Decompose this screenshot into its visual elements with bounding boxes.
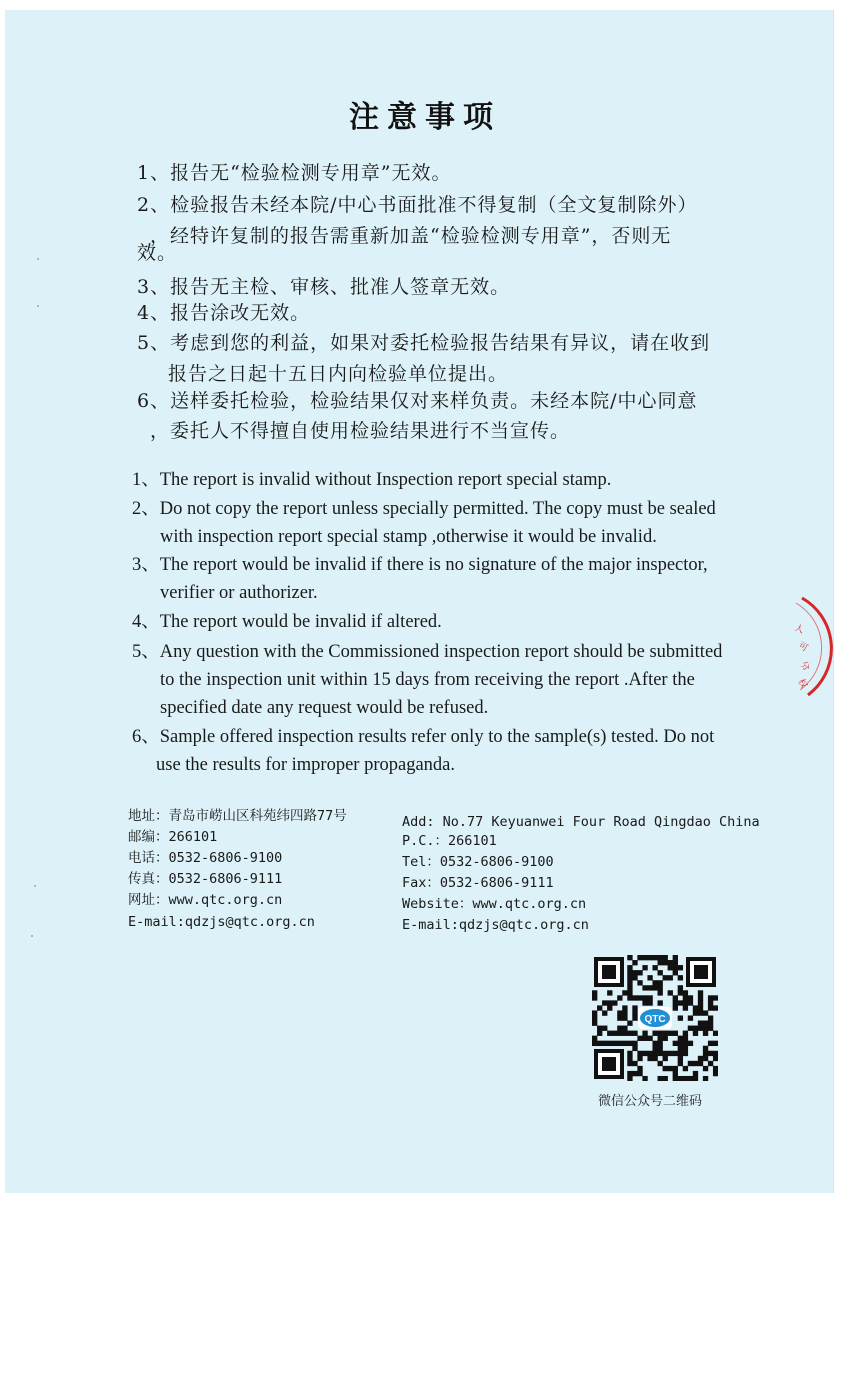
qr-module <box>713 1041 718 1046</box>
qr-module <box>698 995 703 1000</box>
qr-module <box>597 1026 602 1031</box>
qr-module <box>658 955 663 960</box>
qr-module <box>642 965 647 970</box>
qr-module <box>647 955 652 960</box>
qr-module <box>652 955 657 960</box>
qr-module <box>652 1031 657 1036</box>
qr-module <box>592 1010 597 1015</box>
contact-cn-fax: 传真：0532-6806-9111 <box>128 871 283 887</box>
qr-module <box>673 1031 678 1036</box>
qr-module <box>683 1041 688 1046</box>
qr-module <box>622 1031 627 1036</box>
qr-module <box>683 1066 688 1071</box>
qr-module <box>637 995 642 1000</box>
note-cn-2-line-2: ，经特许复制的报告需重新加盖“检验检测专用章”，否则无 <box>150 225 672 247</box>
qr-module <box>678 1076 683 1081</box>
qr-module <box>678 975 683 980</box>
qr-module <box>673 965 678 970</box>
qr-module <box>688 1015 693 1020</box>
qr-module <box>703 1066 708 1071</box>
qr-module <box>632 1046 637 1051</box>
qr-module <box>627 1076 632 1081</box>
qr-module <box>663 955 668 960</box>
qr-module <box>663 1056 668 1061</box>
qr-module <box>688 1026 693 1031</box>
qr-module <box>637 955 642 960</box>
qr-module <box>617 1010 622 1015</box>
qr-module <box>678 1056 683 1061</box>
wechat-qr-code <box>592 955 718 1081</box>
qr-module <box>663 1051 668 1056</box>
qr-module <box>632 1015 637 1020</box>
qr-module <box>627 955 632 960</box>
qr-module <box>647 1051 652 1056</box>
qr-module <box>713 1066 718 1071</box>
qr-module <box>658 1031 663 1036</box>
qr-module <box>678 1015 683 1020</box>
qr-module <box>658 1036 663 1041</box>
qr-module <box>673 1076 678 1081</box>
qr-module <box>663 1076 668 1081</box>
qr-module <box>703 1056 708 1061</box>
qr-module <box>678 965 683 970</box>
qr-module <box>678 1061 683 1066</box>
qr-module <box>642 1076 647 1081</box>
contact-en-email: E-mail:qdzjs@qtc.org.cn <box>402 917 589 933</box>
qr-module <box>617 1041 622 1046</box>
qr-module <box>627 1021 632 1026</box>
qr-module <box>658 1041 663 1046</box>
qr-module <box>602 1041 607 1046</box>
qr-module <box>617 1026 622 1031</box>
note-cn-1-line-1: 1、报告无“检验检测专用章”无效。 <box>137 162 452 184</box>
qr-module <box>617 1031 622 1036</box>
qr-module <box>607 990 612 995</box>
qr-module <box>652 965 657 970</box>
qr-module <box>622 990 627 995</box>
note-cn-2-line-1: 2、检验报告未经本院/中心书面批准不得复制（全文复制除外） <box>137 194 698 216</box>
qr-module <box>658 970 663 975</box>
qr-module <box>622 1026 627 1031</box>
contact-en-postcode: P.C.：266101 <box>402 833 497 849</box>
qr-module <box>663 960 668 965</box>
note-cn-5-line-2: 报告之日起十五日内向检验单位提出。 <box>168 363 509 385</box>
qr-module <box>673 970 678 975</box>
qr-finder-bottom-left <box>594 1049 624 1079</box>
qr-module <box>647 995 652 1000</box>
qr-module <box>663 975 668 980</box>
scan-speck <box>31 935 33 937</box>
qr-module <box>632 1031 637 1036</box>
qr-module <box>627 970 632 975</box>
qr-module <box>693 1026 698 1031</box>
qr-module <box>683 990 688 995</box>
qr-module <box>658 1076 663 1081</box>
qr-module <box>658 990 663 995</box>
qr-module <box>668 1066 673 1071</box>
qr-module <box>698 1061 703 1066</box>
qr-module <box>627 965 632 970</box>
qr-module <box>632 975 637 980</box>
qr-module <box>673 1005 678 1010</box>
qr-module <box>632 970 637 975</box>
qr-module <box>632 1071 637 1076</box>
qr-module <box>622 1015 627 1020</box>
svg-text:可: 可 <box>796 640 810 655</box>
contact-cn-phone: 电话：0532-6806-9100 <box>128 850 283 866</box>
qr-module <box>663 1031 668 1036</box>
qr-module <box>708 1026 713 1031</box>
qr-module <box>688 1041 693 1046</box>
qr-module <box>708 995 713 1000</box>
qr-module <box>673 1041 678 1046</box>
qr-module <box>612 1000 617 1005</box>
qr-module <box>637 1036 642 1041</box>
qr-module <box>632 1005 637 1010</box>
qr-module <box>683 1005 688 1010</box>
qr-module <box>703 1031 708 1036</box>
qr-module <box>652 1041 657 1046</box>
note-en-1-line-1: 1、The report is invalid without Inspection report special stamp. <box>132 470 612 490</box>
qr-module <box>708 1015 713 1020</box>
qr-module <box>703 1051 708 1056</box>
qr-module <box>708 1051 713 1056</box>
qr-module <box>663 1036 668 1041</box>
qr-module <box>713 1005 718 1010</box>
qr-module <box>627 1061 632 1066</box>
qr-module <box>673 960 678 965</box>
qr-module <box>592 1015 597 1020</box>
qr-module <box>592 1041 597 1046</box>
qr-module <box>632 1010 637 1015</box>
qr-module <box>683 1076 688 1081</box>
qr-module <box>592 1021 597 1026</box>
contact-cn-website: 网址：www.qtc.org.cn <box>128 892 283 908</box>
note-en-2-line-2: with inspection report special stamp ,otherwise it would be invalid. <box>160 527 657 547</box>
note-en-3-line-1: 3、The report would be invalid if there is no signature of the major inspector, <box>132 555 708 575</box>
qr-module <box>637 1071 642 1076</box>
qr-module <box>652 985 657 990</box>
contact-en-address: Add: No.77 Keyuanwei Four Road Qingdao China <box>402 814 760 830</box>
qr-module <box>698 1005 703 1010</box>
contact-en-phone: Tel：0532-6806-9100 <box>402 854 554 870</box>
qr-module <box>673 1000 678 1005</box>
qr-module <box>678 1036 683 1041</box>
qr-module <box>597 1031 602 1036</box>
qr-module <box>627 1071 632 1076</box>
qr-module <box>658 980 663 985</box>
qr-module <box>592 1036 597 1041</box>
qr-module <box>713 1051 718 1056</box>
qr-module <box>622 1010 627 1015</box>
qr-module <box>597 1005 602 1010</box>
qr-module <box>683 1000 688 1005</box>
qr-module <box>683 1046 688 1051</box>
qr-module <box>617 995 622 1000</box>
scan-speck <box>37 258 39 260</box>
qr-module <box>627 995 632 1000</box>
contact-cn-postcode: 邮编：266101 <box>128 829 218 845</box>
qr-module <box>637 970 642 975</box>
qr-module <box>607 1000 612 1005</box>
qr-finder-top-right <box>686 957 716 987</box>
qr-module <box>673 1071 678 1076</box>
qr-module <box>673 1051 678 1056</box>
qr-module <box>592 990 597 995</box>
qr-module <box>683 1031 688 1036</box>
qr-module <box>627 1056 632 1061</box>
qr-module <box>627 975 632 980</box>
qr-module <box>602 1010 607 1015</box>
qr-module <box>668 960 673 965</box>
qr-module <box>642 1051 647 1056</box>
qr-module <box>612 1031 617 1036</box>
qr-module <box>693 1071 698 1076</box>
qr-module <box>642 1036 647 1041</box>
note-en-2-line-1: 2、Do not copy the report unless specially permitted. The copy must be sealed <box>132 499 716 519</box>
note-cn-5-line-1: 5、考虑到您的利益，如果对委托检验报告结果有异议，请在收到 <box>137 332 711 354</box>
qr-module <box>592 995 597 1000</box>
page-title: 注意事项 <box>349 100 501 135</box>
note-cn-3-line-1: 3、报告无主检、审核、批准人签章无效。 <box>137 276 511 298</box>
qr-module <box>713 1071 718 1076</box>
qr-module <box>658 960 663 965</box>
qr-module <box>658 1051 663 1056</box>
qr-module <box>627 1041 632 1046</box>
qr-module <box>632 960 637 965</box>
qr-module <box>698 1000 703 1005</box>
qr-module <box>668 965 673 970</box>
qr-module <box>627 980 632 985</box>
qr-module <box>607 1031 612 1036</box>
qr-module <box>607 1005 612 1010</box>
qr-module <box>632 1041 637 1046</box>
partial-red-seal <box>788 595 848 700</box>
qr-logo-text: QTC <box>644 1014 666 1025</box>
qr-module <box>683 1051 688 1056</box>
contact-en-website: Website：www.qtc.org.cn <box>402 896 587 912</box>
note-en-6-line-2: use the results for improper propaganda. <box>156 755 455 775</box>
qr-module <box>612 1041 617 1046</box>
qr-module <box>637 1051 642 1056</box>
contact-en-fax: Fax：0532-6806-9111 <box>402 875 554 891</box>
qr-module <box>678 1051 683 1056</box>
qr-module <box>668 1051 673 1056</box>
qr-module <box>658 1046 663 1051</box>
qr-module <box>693 1076 698 1081</box>
contact-cn-address: 地址：青岛市崂山区科苑纬四路77号 <box>128 808 347 824</box>
qr-module <box>652 1046 657 1051</box>
qr-finder-top-left <box>594 957 624 987</box>
qr-module <box>673 955 678 960</box>
qr-module <box>622 1041 627 1046</box>
qr-module <box>652 1051 657 1056</box>
qr-module <box>703 1046 708 1051</box>
qr-module <box>683 1036 688 1041</box>
qr-module <box>698 1056 703 1061</box>
qr-module <box>698 1026 703 1031</box>
qr-module <box>698 990 703 995</box>
qr-module <box>713 995 718 1000</box>
qr-module <box>703 1021 708 1026</box>
note-en-3-line-2: verifier or authorizer. <box>160 583 318 603</box>
qr-module <box>688 1076 693 1081</box>
qr-module <box>632 995 637 1000</box>
note-cn-6-line-1: 6、送样委托检验，检验结果仅对来样负责。未经本院/中心同意 <box>137 390 698 412</box>
qr-module <box>658 1000 663 1005</box>
qr-module <box>678 990 683 995</box>
qr-module <box>642 995 647 1000</box>
scan-speck <box>37 305 39 307</box>
qr-module <box>703 1010 708 1015</box>
qr-module <box>627 990 632 995</box>
qr-module <box>647 1000 652 1005</box>
qr-module <box>683 995 688 1000</box>
qr-module <box>693 1031 698 1036</box>
qr-module <box>693 1010 698 1015</box>
qr-module <box>632 1061 637 1066</box>
qr-module <box>647 1056 652 1061</box>
qr-module <box>713 1031 718 1036</box>
qr-module <box>698 1010 703 1015</box>
qr-caption: 微信公众号二维码 <box>598 1094 703 1109</box>
qr-module <box>602 1000 607 1005</box>
qr-module <box>703 1076 708 1081</box>
qr-module <box>647 1036 652 1041</box>
qr-module <box>698 1021 703 1026</box>
qr-module <box>713 1056 718 1061</box>
qr-module <box>642 985 647 990</box>
qr-module <box>688 1061 693 1066</box>
qr-module <box>647 985 652 990</box>
qr-module <box>617 1015 622 1020</box>
qr-module <box>673 995 678 1000</box>
qr-module <box>627 1051 632 1056</box>
qr-module <box>708 1061 713 1066</box>
qr-module <box>622 1005 627 1010</box>
note-cn-2-line-3: 效。 <box>137 242 178 264</box>
qr-module <box>627 1031 632 1036</box>
qr-module <box>693 1061 698 1066</box>
qr-module <box>693 1005 698 1010</box>
qr-module <box>678 1046 683 1051</box>
qr-module <box>708 1005 713 1010</box>
qr-module <box>708 1041 713 1046</box>
note-cn-6-line-2: ，委托人不得擅自使用检验结果进行不当宣传。 <box>150 420 571 442</box>
qr-module <box>607 1041 612 1046</box>
qr-module <box>642 955 647 960</box>
svg-text:分: 分 <box>797 660 812 674</box>
qr-module <box>673 1066 678 1071</box>
qr-module <box>658 985 663 990</box>
svg-text:权: 权 <box>795 677 809 691</box>
note-en-5-line-3: specified date any request would be refused. <box>160 698 489 718</box>
note-en-4-line-1: 4、The report would be invalid if altered. <box>132 612 442 632</box>
qr-module <box>602 1026 607 1031</box>
scan-speck <box>34 885 36 887</box>
qr-module <box>678 1041 683 1046</box>
note-en-6-line-1: 6、Sample offered inspection results refer only to the sample(s) tested. Do not <box>132 727 715 747</box>
qr-module <box>652 980 657 985</box>
qr-module <box>642 1031 647 1036</box>
qr-module <box>678 1000 683 1005</box>
note-en-5-line-1: 5、Any question with the Commissioned inspection report should be submitted <box>132 642 723 662</box>
qr-module <box>678 985 683 990</box>
qr-module <box>637 1056 642 1061</box>
qr-module <box>708 1000 713 1005</box>
note-cn-4-line-1: 4、报告涂改无效。 <box>137 302 311 324</box>
qr-module <box>647 975 652 980</box>
qr-module <box>637 980 642 985</box>
qr-module <box>688 995 693 1000</box>
qr-module <box>658 1061 663 1066</box>
svg-text:人: 人 <box>792 623 805 636</box>
contact-cn-email: E-mail:qdzjs@qtc.org.cn <box>128 914 315 930</box>
qr-module <box>652 1056 657 1061</box>
qr-module <box>668 975 673 980</box>
qr-module <box>627 985 632 990</box>
qr-module <box>708 1021 713 1026</box>
note-en-5-line-2: to the inspection unit within 15 days from receiving the report .After the <box>160 670 695 690</box>
qr-module <box>663 1066 668 1071</box>
qr-module <box>668 1031 673 1036</box>
qr-module <box>703 1026 708 1031</box>
qr-module <box>668 990 673 995</box>
qr-module <box>597 1041 602 1046</box>
qr-module <box>637 1066 642 1071</box>
qr-module <box>642 1000 647 1005</box>
qr-module <box>688 1000 693 1005</box>
